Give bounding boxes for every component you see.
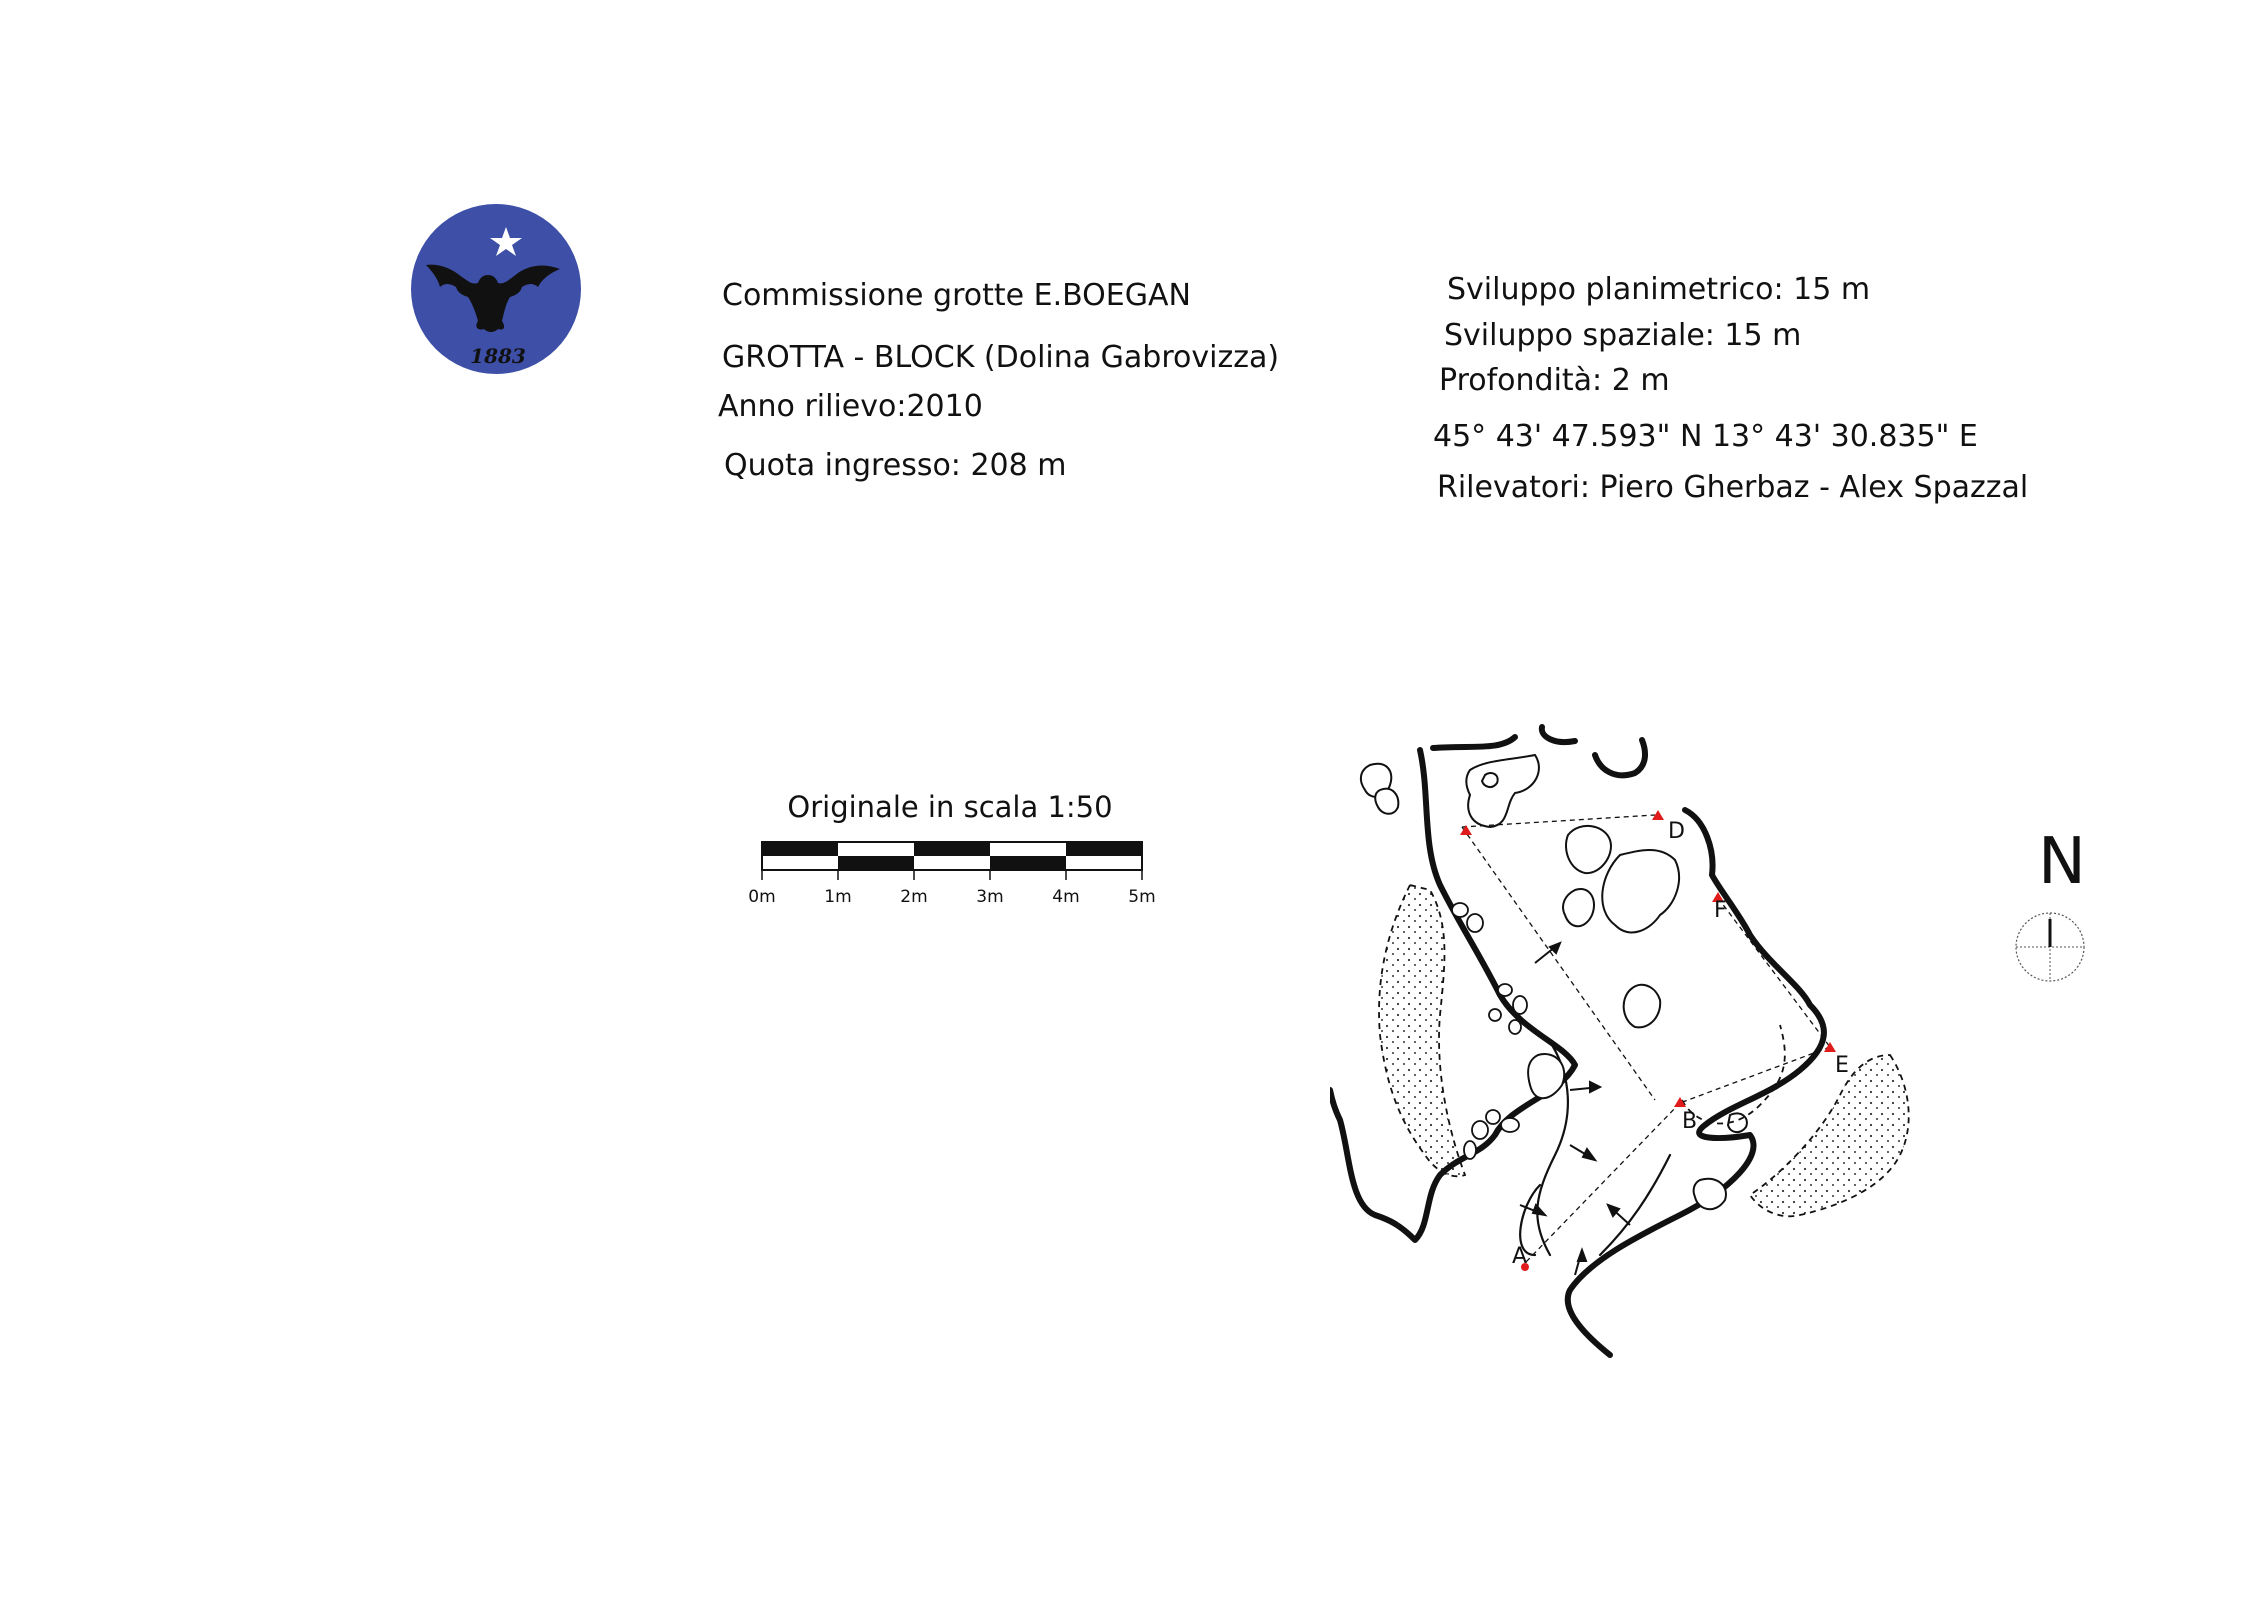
scale-tick: 4m [1052,887,1080,907]
scale-tick: 1m [824,887,852,907]
boulder [1466,755,1539,827]
entrance-altitude: Quota ingresso: 208 m [724,448,1067,483]
north-arrow [2010,825,2120,995]
scale-tick: 0m [748,887,776,907]
wall-west [1330,750,1575,1240]
sediment-area-west [1379,885,1465,1176]
sediment-area-east [1750,1055,1909,1216]
station-label: A [1512,1244,1528,1269]
boulder [1563,889,1594,926]
wall-north-2 [1542,727,1575,742]
scale-tick: 2m [900,887,928,907]
scale-tick: 3m [976,887,1004,907]
depth: Profondità: 2 m [1439,363,1670,398]
coordinates: 45° 43' 47.593" N 13° 43' 30.835" E [1433,419,1978,454]
logo-year: 1883 [470,344,526,368]
surveyors: Rilevatori: Piero Gherbaz - Alex Spazzal [1437,470,2029,505]
station-label: F [1714,898,1727,923]
north-label: N [2038,825,2086,899]
compass-icon [2010,907,2090,987]
scale-title: Originale in scala 1:50 [787,790,1113,824]
station-marker [1824,1042,1836,1052]
cave-plan-map [1330,715,1930,1415]
survey-year: Anno rilievo:2010 [718,389,983,424]
planimetric-length: Sviluppo planimetrico: 15 m [1447,272,1871,307]
boulder [1602,850,1679,932]
boulder [1375,789,1398,814]
spatial-length: Sviluppo spaziale: 15 m [1444,318,1802,353]
scale-tick: 5m [1128,887,1156,907]
boulder [1624,985,1661,1028]
station-label: D [1668,819,1685,844]
scale-bar [740,780,1170,920]
station-label: E [1835,1053,1849,1078]
boulder [1482,773,1498,787]
club-logo [410,203,582,375]
boulder [1566,826,1611,873]
org-name: Commissione grotte E.BOEGAN [722,278,1191,313]
station-marker [1460,825,1472,835]
boulder [1528,1054,1564,1098]
cave-name: GROTTA - BLOCK (Dolina Gabrovizza) [722,340,1280,375]
boulder [1694,1179,1726,1210]
station-label: B [1682,1109,1698,1134]
wall-north-1 [1433,737,1515,748]
wall-north-3 [1595,740,1645,775]
